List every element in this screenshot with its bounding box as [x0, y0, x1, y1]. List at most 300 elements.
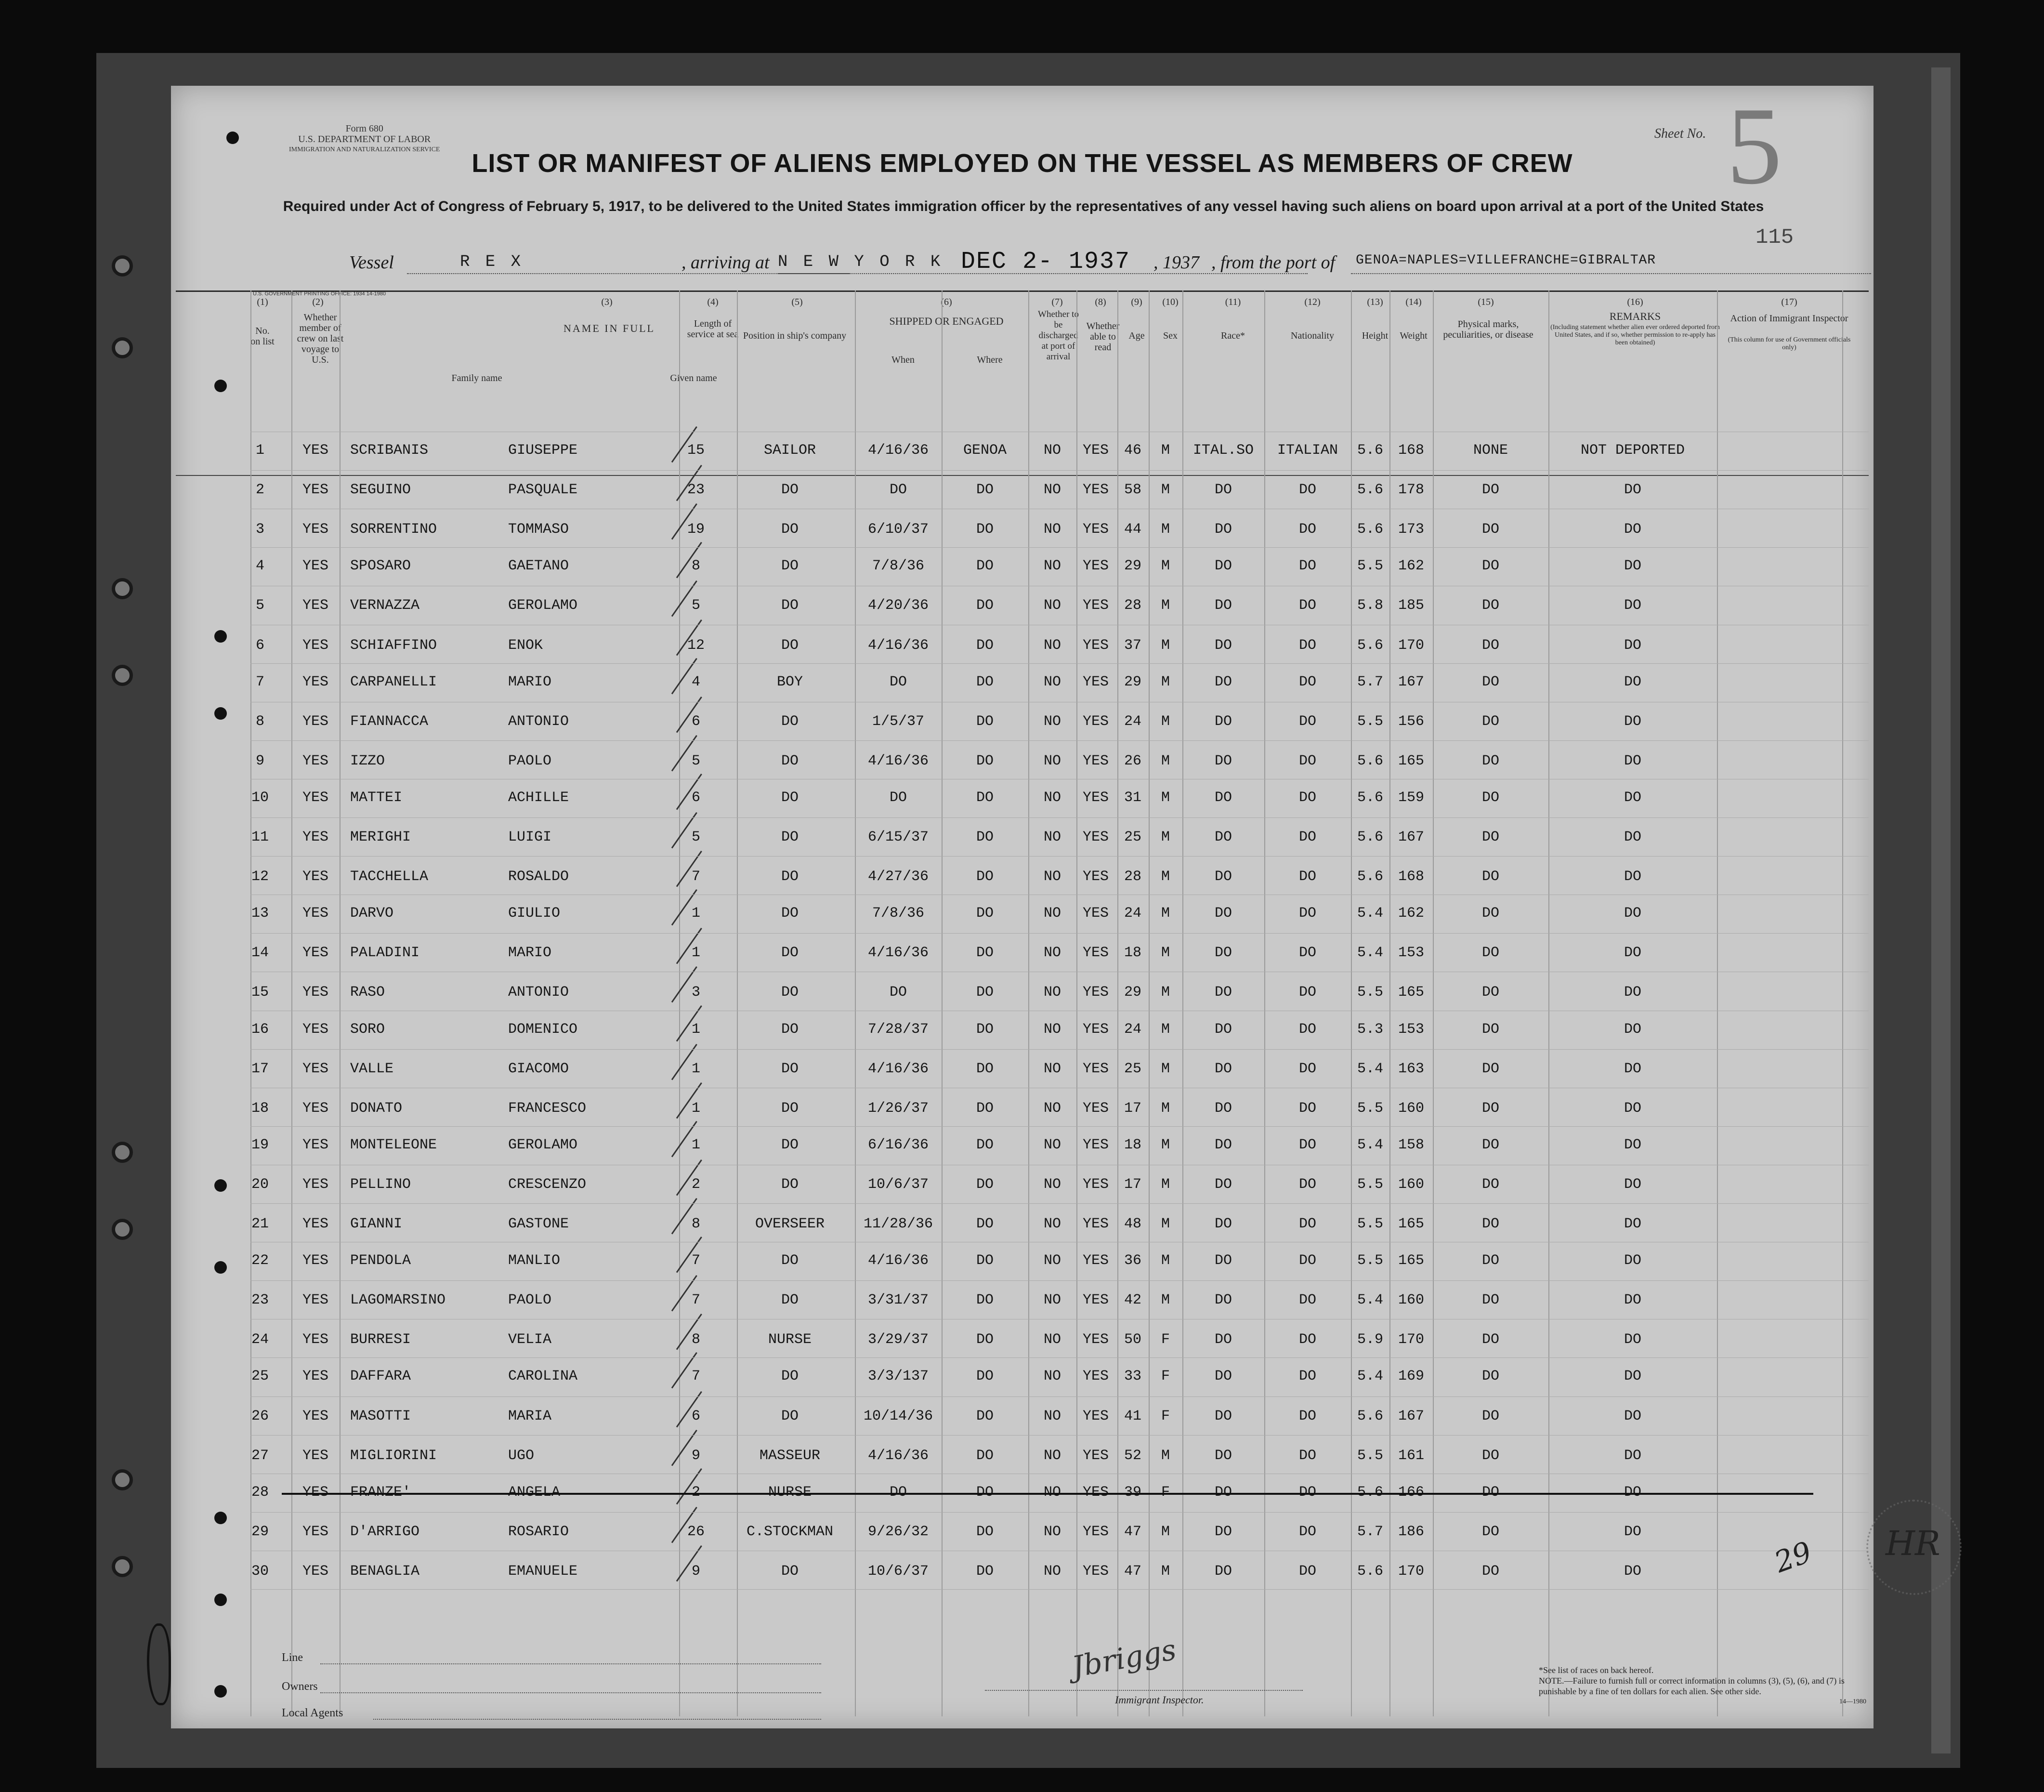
row-rule: [250, 1435, 1869, 1436]
shipped-when-cell: 1/26/37: [867, 1100, 929, 1117]
shipped-where-cell: DO: [976, 673, 994, 690]
weight-cell: 156: [1398, 713, 1425, 730]
age-cell: 29: [1124, 558, 1142, 575]
physical-marks-cell: DO: [1481, 752, 1500, 769]
given-name-cell: GIULIO: [508, 905, 561, 922]
family-name-cell: FRANZE': [350, 1484, 411, 1501]
col-header-discharged: Whether to be discharged at port of arrival: [1038, 309, 1079, 362]
row-number-cell: 5: [255, 597, 265, 614]
sex-cell: F: [1161, 1368, 1170, 1385]
able-to-read-cell: YES: [1082, 1408, 1109, 1424]
able-to-read-cell: YES: [1082, 869, 1109, 885]
row-rule: [250, 1203, 1869, 1204]
shipped-where-cell: DO: [976, 558, 994, 575]
shipped-when-cell: 6/16/36: [867, 1136, 929, 1153]
member-last-voyage-cell: YES: [302, 869, 329, 885]
handwritten-tally: 29: [1770, 1535, 1817, 1580]
race-cell: DO: [1214, 945, 1232, 962]
col-header-action-note: (This column for use of Government officials only): [1728, 336, 1851, 351]
length-of-service-cell: 7: [691, 869, 701, 885]
row-number-cell: 3: [255, 521, 265, 538]
shipped-when-cell: 10/6/37: [867, 1176, 929, 1193]
age-cell: 47: [1124, 1563, 1142, 1580]
member-last-voyage-cell: YES: [302, 1060, 329, 1077]
member-last-voyage-cell: YES: [302, 442, 329, 459]
race-cell: DO: [1214, 789, 1232, 806]
shipped-when-cell: DO: [889, 482, 907, 499]
vessel-name: R E X: [460, 253, 524, 271]
height-cell: 5.5: [1357, 1252, 1384, 1269]
row-rule: [250, 1280, 1869, 1281]
nationality-cell: DO: [1298, 1292, 1317, 1309]
owners-underline: [320, 1692, 821, 1693]
row-rule: [250, 1357, 1869, 1358]
page-subtitle: Required under Act of Congress of February 5, 1917, to be delivered to the United States immigration officer by the representatives of any vessel having such aliens on board upon arrival at a port of the United States: [283, 198, 1764, 214]
race-cell: DO: [1214, 1216, 1232, 1232]
family-name-cell: MONTELEONE: [350, 1136, 437, 1153]
nationality-cell: DO: [1298, 869, 1317, 885]
family-name-cell: FIANNACCA: [350, 713, 429, 730]
family-name-cell: SCHIAFFINO: [350, 637, 437, 654]
height-cell: 5.5: [1357, 984, 1384, 1001]
arriving-port: N E W Y O R K: [778, 253, 943, 271]
length-of-service-cell: 6: [691, 713, 701, 730]
able-to-read-cell: YES: [1082, 1331, 1109, 1348]
member-last-voyage-cell: YES: [302, 1136, 329, 1153]
physical-marks-cell: DO: [1481, 521, 1500, 538]
age-cell: 24: [1124, 1021, 1142, 1038]
col-num: (8): [1095, 297, 1106, 307]
sex-cell: M: [1161, 1021, 1170, 1038]
shipped-when-cell: DO: [889, 789, 907, 806]
row-number-cell: 13: [251, 905, 269, 922]
remarks-cell: DO: [1624, 905, 1642, 922]
age-cell: 46: [1124, 442, 1142, 459]
weight-cell: 153: [1398, 945, 1425, 962]
shipped-when-cell: DO: [889, 1484, 907, 1501]
row-rule: [250, 663, 1869, 664]
from-port: GENOA=NAPLES=VILLEFRANCHE=GIBRALTAR: [1356, 253, 1656, 268]
physical-marks-cell: DO: [1481, 1176, 1500, 1193]
height-cell: 5.5: [1357, 558, 1384, 575]
member-last-voyage-cell: YES: [302, 1447, 329, 1464]
sex-cell: M: [1161, 442, 1170, 459]
physical-marks-cell: DO: [1481, 597, 1500, 614]
member-last-voyage-cell: YES: [302, 905, 329, 922]
member-last-voyage-cell: YES: [302, 1368, 329, 1385]
column-rule: [1389, 290, 1390, 1716]
height-cell: 5.6: [1357, 482, 1384, 499]
height-cell: 5.4: [1357, 945, 1384, 962]
discharged-cell: NO: [1043, 637, 1061, 654]
weight-cell: 167: [1398, 1408, 1425, 1424]
family-name-cell: DONATO: [350, 1100, 403, 1117]
owners-label: Owners: [282, 1680, 318, 1693]
shipped-when-cell: 4/16/36: [867, 752, 929, 769]
member-last-voyage-cell: YES: [302, 597, 329, 614]
race-cell: DO: [1214, 1368, 1232, 1385]
age-cell: 24: [1124, 713, 1142, 730]
discharged-cell: NO: [1043, 789, 1061, 806]
age-cell: 17: [1124, 1100, 1142, 1117]
given-name-cell: ANTONIO: [508, 984, 569, 1001]
nationality-cell: DO: [1298, 1100, 1317, 1117]
shipped-when-cell: 1/5/37: [872, 713, 925, 730]
remarks-cell: DO: [1624, 752, 1642, 769]
column-rule: [855, 290, 856, 1716]
position-cell: NURSE: [768, 1484, 812, 1501]
weight-cell: 153: [1398, 1021, 1425, 1038]
remarks-cell: DO: [1624, 869, 1642, 885]
family-name-cell: SORRENTINO: [350, 521, 437, 538]
weight-cell: 170: [1398, 637, 1425, 654]
row-rule: [250, 1049, 1869, 1050]
weight-cell: 165: [1398, 1216, 1425, 1232]
family-name-cell: SPOSARO: [350, 558, 411, 575]
position-cell: DO: [781, 1100, 799, 1117]
family-name-cell: VERNAZZA: [350, 597, 420, 614]
race-cell: DO: [1214, 1563, 1232, 1580]
member-last-voyage-cell: YES: [302, 637, 329, 654]
discharged-cell: NO: [1043, 597, 1061, 614]
sex-cell: F: [1161, 1331, 1170, 1348]
sex-cell: M: [1161, 829, 1170, 845]
col-num: (4): [707, 297, 719, 307]
manifest-sheet: [171, 84, 1940, 1728]
shipped-when-cell: 4/16/36: [867, 1060, 929, 1077]
col-num: (14): [1405, 297, 1422, 307]
family-name-cell: BENAGLIA: [350, 1563, 420, 1580]
sex-cell: M: [1161, 1292, 1170, 1309]
from-port-underline: [1351, 273, 1871, 274]
nationality-cell: DO: [1298, 1021, 1317, 1038]
row-number-cell: 8: [255, 713, 265, 730]
able-to-read-cell: YES: [1082, 637, 1109, 654]
height-cell: 5.4: [1357, 1368, 1384, 1385]
able-to-read-cell: YES: [1082, 442, 1109, 459]
row-number-cell: 15: [251, 984, 269, 1001]
column-rule: [1182, 290, 1183, 1716]
position-cell: DO: [781, 829, 799, 845]
col-num: (13): [1367, 297, 1383, 307]
remarks-cell: DO: [1624, 521, 1642, 538]
physical-marks-cell: DO: [1481, 1331, 1500, 1348]
family-name-cell: MASOTTI: [350, 1408, 411, 1424]
remarks-cell: DO: [1624, 1447, 1642, 1464]
sex-cell: M: [1161, 905, 1170, 922]
race-cell: DO: [1214, 1136, 1232, 1153]
weight-cell: 160: [1398, 1100, 1425, 1117]
member-last-voyage-cell: YES: [302, 829, 329, 845]
shipped-where-cell: DO: [976, 789, 994, 806]
shipped-where-cell: DO: [976, 1447, 994, 1464]
row-rule: [250, 933, 1869, 934]
age-cell: 47: [1124, 1523, 1142, 1540]
row-number-cell: 12: [251, 869, 269, 885]
position-cell: DO: [781, 1563, 799, 1580]
col-header-age: Age: [1128, 330, 1145, 341]
row-number-cell: 29: [251, 1523, 269, 1540]
physical-marks-cell: DO: [1481, 1100, 1500, 1117]
local-agents-label: Local Agents: [282, 1707, 343, 1719]
punch-dot: [214, 1512, 227, 1524]
able-to-read-cell: YES: [1082, 905, 1109, 922]
physical-marks-cell: DO: [1481, 1021, 1500, 1038]
member-last-voyage-cell: YES: [302, 1176, 329, 1193]
shipped-where-cell: DO: [976, 482, 994, 499]
length-of-service-cell: 23: [687, 482, 705, 499]
given-name-cell: GEROLAMO: [508, 1136, 578, 1153]
race-cell: DO: [1214, 521, 1232, 538]
given-name-cell: FRANCESCO: [508, 1100, 587, 1117]
column-rule: [679, 290, 680, 1716]
line-underline: [320, 1663, 821, 1664]
col-header-service: Length of service at sea: [687, 318, 739, 340]
age-cell: 42: [1124, 1292, 1142, 1309]
sex-cell: M: [1161, 713, 1170, 730]
height-cell: 5.5: [1357, 1447, 1384, 1464]
height-cell: 5.4: [1357, 1292, 1384, 1309]
vessel-line: [171, 248, 1874, 281]
race-cell: DO: [1214, 673, 1232, 690]
discharged-cell: NO: [1043, 1136, 1061, 1153]
given-name-cell: LUIGI: [508, 829, 552, 845]
height-cell: 5.4: [1357, 1060, 1384, 1077]
length-of-service-cell: 7: [691, 1292, 701, 1309]
able-to-read-cell: YES: [1082, 482, 1109, 499]
shipped-where-cell: DO: [976, 1563, 994, 1580]
nationality-cell: DO: [1298, 1408, 1317, 1424]
physical-marks-cell: DO: [1481, 869, 1500, 885]
physical-marks-cell: DO: [1481, 1060, 1500, 1077]
race-cell: DO: [1214, 869, 1232, 885]
row-number-cell: 4: [255, 558, 265, 575]
weight-cell: 160: [1398, 1176, 1425, 1193]
remarks-cell: DO: [1624, 1021, 1642, 1038]
nationality-cell: DO: [1298, 1523, 1317, 1540]
column-rule: [340, 290, 341, 1716]
row-number-cell: 24: [251, 1331, 269, 1348]
remarks-cell: DO: [1624, 945, 1642, 962]
backing-edge: [1931, 67, 1951, 1753]
year-label: , 1937: [1153, 252, 1199, 273]
sheet-label: Sheet No.: [1654, 126, 1706, 141]
column-rule: [1842, 290, 1843, 1716]
discharged-cell: NO: [1043, 1100, 1061, 1117]
shipped-when-cell: 4/16/36: [867, 442, 929, 459]
discharged-cell: NO: [1043, 1331, 1061, 1348]
row-number-cell: 27: [251, 1447, 269, 1464]
race-cell: DO: [1214, 752, 1232, 769]
column-rule: [250, 290, 251, 1716]
height-cell: 5.6: [1357, 442, 1384, 459]
remarks-cell: DO: [1624, 597, 1642, 614]
given-name-cell: PAOLO: [508, 752, 552, 769]
length-of-service-cell: 19: [687, 521, 705, 538]
length-of-service-cell: 15: [687, 442, 705, 459]
race-note: *See list of races on back hereof.: [1539, 1665, 1654, 1675]
physical-marks-cell: DO: [1481, 905, 1500, 922]
row-number-cell: 6: [255, 637, 265, 654]
signature-underline: [985, 1690, 1303, 1691]
column-rule: [1149, 290, 1150, 1716]
age-cell: 52: [1124, 1447, 1142, 1464]
sex-cell: M: [1161, 1523, 1170, 1540]
family-name-cell: DAFFARA: [350, 1368, 411, 1385]
strike-through-line: [282, 1493, 1813, 1495]
position-cell: DO: [781, 558, 799, 575]
shipped-when-cell: 4/16/36: [867, 637, 929, 654]
physical-marks-cell: DO: [1481, 1563, 1500, 1580]
weight-cell: 160: [1398, 1292, 1425, 1309]
col-num: (16): [1627, 297, 1643, 307]
member-last-voyage-cell: YES: [302, 1523, 329, 1540]
age-cell: 36: [1124, 1252, 1142, 1269]
remarks-cell: NOT DEPORTED: [1580, 442, 1685, 459]
shipped-when-cell: 3/3/137: [867, 1368, 929, 1385]
able-to-read-cell: YES: [1082, 1252, 1109, 1269]
height-cell: 5.4: [1357, 1136, 1384, 1153]
sex-cell: M: [1161, 1252, 1170, 1269]
length-of-service-cell: 1: [691, 945, 701, 962]
shipped-when-cell: 4/16/36: [867, 945, 929, 962]
shipped-where-cell: DO: [976, 1484, 994, 1501]
col-header-position: Position in ship's company: [743, 330, 847, 341]
position-cell: DO: [781, 1021, 799, 1038]
punch-dot: [214, 1261, 227, 1274]
sex-cell: M: [1161, 1176, 1170, 1193]
col-num: (5): [791, 297, 803, 307]
nationality-cell: DO: [1298, 905, 1317, 922]
given-name-cell: CRESCENZO: [508, 1176, 587, 1193]
age-cell: 24: [1124, 905, 1142, 922]
row-number-cell: 17: [251, 1060, 269, 1077]
height-cell: 5.6: [1357, 829, 1384, 845]
race-cell: DO: [1214, 984, 1232, 1001]
position-cell: C.STOCKMAN: [746, 1523, 834, 1540]
column-rule: [1117, 290, 1118, 1716]
footer-notes: [1539, 1665, 1866, 1707]
able-to-read-cell: YES: [1082, 789, 1109, 806]
given-name-cell: GIUSEPPE: [508, 442, 578, 459]
row-rule: [250, 1512, 1869, 1513]
shipped-when-cell: 6/15/37: [867, 829, 929, 845]
row-number-cell: 19: [251, 1136, 269, 1153]
shipped-where-cell: DO: [976, 1136, 994, 1153]
remarks-cell: DO: [1624, 1100, 1642, 1117]
shipped-where-cell: DO: [976, 1100, 994, 1117]
given-name-cell: ANGELA: [508, 1484, 561, 1501]
given-name-cell: MANLIO: [508, 1252, 561, 1269]
shipped-when-cell: 7/28/37: [867, 1021, 929, 1038]
nationality-cell: DO: [1298, 597, 1317, 614]
race-cell: DO: [1214, 1252, 1232, 1269]
able-to-read-cell: YES: [1082, 1021, 1109, 1038]
position-cell: DO: [781, 637, 799, 654]
punch-dot: [214, 1685, 227, 1698]
length-of-service-cell: 7: [691, 1368, 701, 1385]
col-header-read: Whether able to read: [1086, 321, 1120, 353]
age-cell: 29: [1124, 984, 1142, 1001]
member-last-voyage-cell: YES: [302, 1021, 329, 1038]
member-last-voyage-cell: YES: [302, 1331, 329, 1348]
physical-marks-cell: DO: [1481, 1216, 1500, 1232]
weight-cell: 170: [1398, 1563, 1425, 1580]
height-cell: 5.7: [1357, 1523, 1384, 1540]
nationality-cell: ITALIAN: [1277, 442, 1338, 459]
row-number-cell: 30: [251, 1563, 269, 1580]
physical-marks-cell: DO: [1481, 1408, 1500, 1424]
given-name-cell: GEROLAMO: [508, 597, 578, 614]
position-cell: BOY: [776, 673, 803, 690]
department-name: U.S. DEPARTMENT OF LABOR: [298, 134, 431, 145]
punch-hole: [112, 1142, 133, 1163]
family-name-cell: PENDOLA: [350, 1252, 411, 1269]
length-of-service-cell: 8: [691, 558, 701, 575]
family-name-cell: MIGLIORINI: [350, 1447, 437, 1464]
physical-marks-cell: DO: [1481, 713, 1500, 730]
remarks-cell: DO: [1624, 558, 1642, 575]
arrival-date-stamp: DEC 2- 1937: [961, 248, 1131, 276]
col-header-name: NAME IN FULL: [563, 322, 655, 334]
length-of-service-cell: 5: [691, 597, 701, 614]
column-rule: [1028, 290, 1029, 1716]
given-name-cell: GAETANO: [508, 558, 569, 575]
punch-dot: [214, 1594, 227, 1606]
discharged-cell: NO: [1043, 869, 1061, 885]
sex-cell: M: [1161, 1447, 1170, 1464]
able-to-read-cell: YES: [1082, 1368, 1109, 1385]
nationality-cell: DO: [1298, 1447, 1317, 1464]
remarks-cell: DO: [1624, 1176, 1642, 1193]
age-cell: 37: [1124, 637, 1142, 654]
sex-cell: M: [1161, 597, 1170, 614]
row-number-cell: 20: [251, 1176, 269, 1193]
age-cell: 18: [1124, 1136, 1142, 1153]
column-rule: [1548, 290, 1549, 1716]
sex-cell: M: [1161, 1060, 1170, 1077]
column-rule: [1433, 290, 1434, 1716]
height-cell: 5.4: [1357, 905, 1384, 922]
able-to-read-cell: YES: [1082, 1100, 1109, 1117]
sex-cell: M: [1161, 1100, 1170, 1117]
sex-cell: M: [1161, 558, 1170, 575]
length-of-service-cell: 12: [687, 637, 705, 654]
col-header-when: When: [891, 355, 915, 365]
punch-hole: [112, 1219, 133, 1240]
height-cell: 5.9: [1357, 1331, 1384, 1348]
punch-hole: [112, 665, 133, 686]
column-rule: [1076, 290, 1077, 1716]
shipped-where-cell: DO: [976, 521, 994, 538]
family-name-cell: MATTEI: [350, 789, 403, 806]
family-name-cell: DARVO: [350, 905, 394, 922]
discharged-cell: NO: [1043, 558, 1061, 575]
col-num: (10): [1162, 297, 1179, 307]
row-rule: [250, 1126, 1869, 1127]
physical-marks-cell: DO: [1481, 789, 1500, 806]
nationality-cell: DO: [1298, 1216, 1317, 1232]
row-number-cell: 26: [251, 1408, 269, 1424]
given-name-cell: ROSARIO: [508, 1523, 569, 1540]
length-of-service-cell: 7: [691, 1252, 701, 1269]
discharged-cell: NO: [1043, 673, 1061, 690]
shipped-where-cell: DO: [976, 1021, 994, 1038]
age-cell: 26: [1124, 752, 1142, 769]
able-to-read-cell: YES: [1082, 558, 1109, 575]
race-cell: DO: [1214, 1408, 1232, 1424]
col-num: (6): [941, 297, 952, 307]
